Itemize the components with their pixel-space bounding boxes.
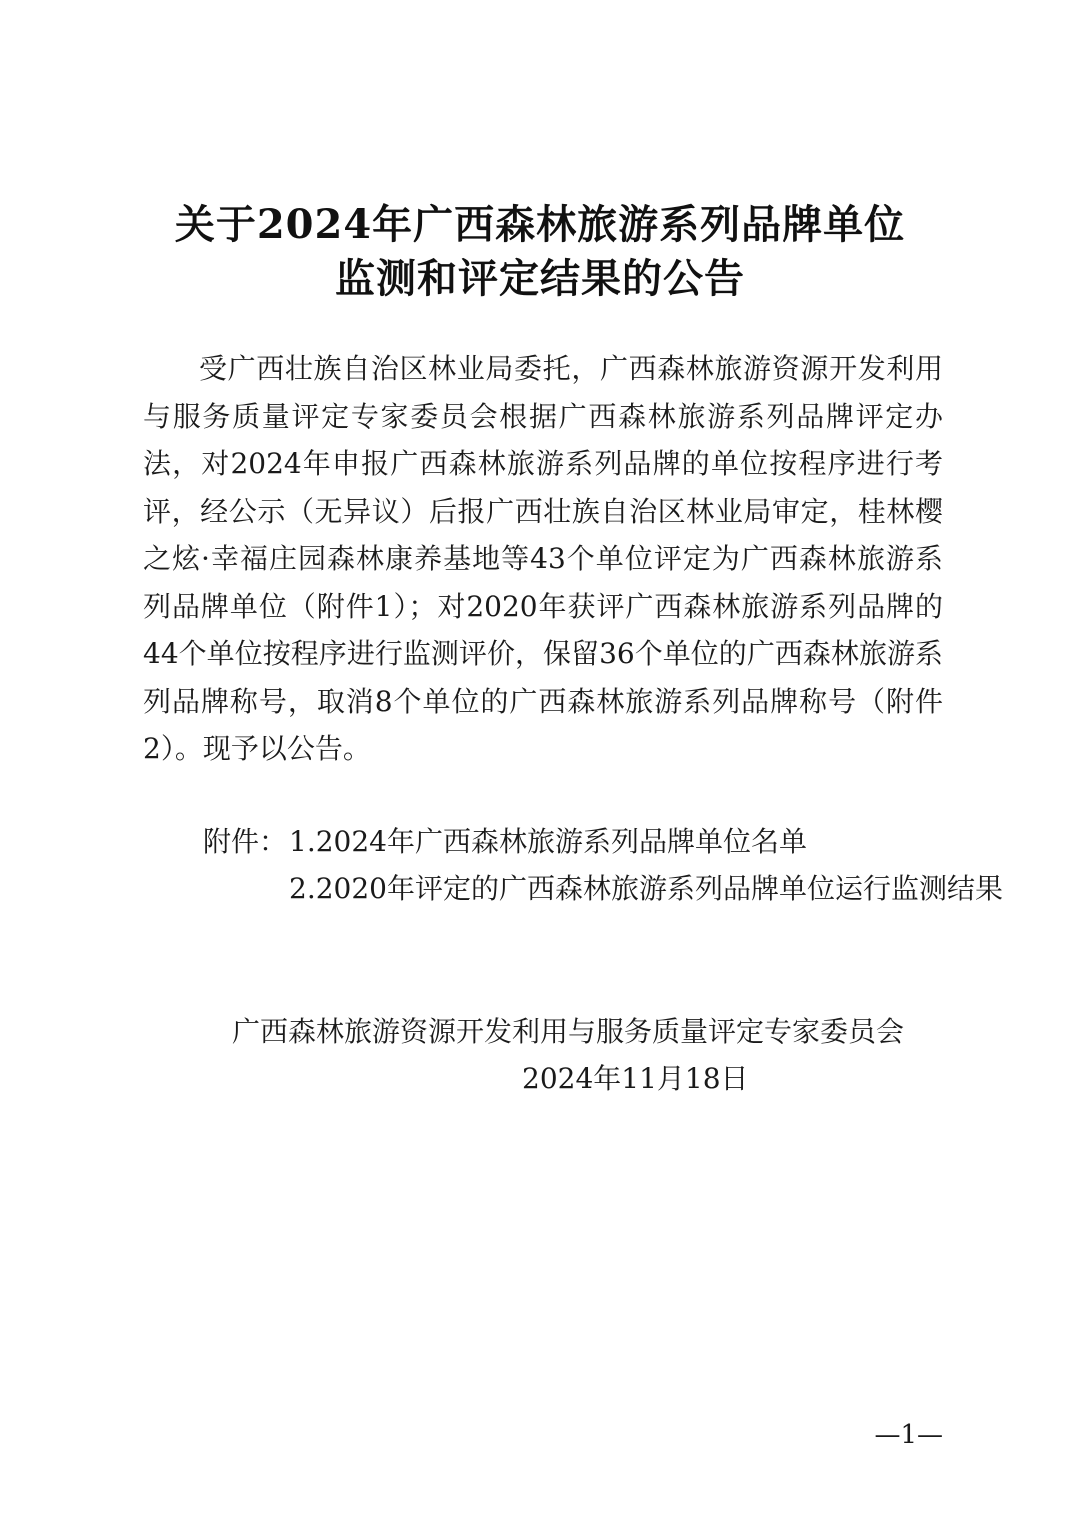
page-number: —1— xyxy=(874,1420,943,1450)
attachment-item-2: 2.2020年评定的广西森林旅游系列品牌单位运行监测结果 xyxy=(289,872,1003,905)
issue-date: 2024年11月18日 xyxy=(522,1062,749,1095)
document-title-line-1: 关于2024年广西森林旅游系列品牌单位 xyxy=(174,201,906,248)
attachments-label: 附件： xyxy=(203,825,288,858)
body-paragraph: 受广西壮族自治区林业局委托，广西森林旅游资源开发利用与服务质量评定专家委员会根据广西森林旅游系列品牌评定办法，对2024年申报广西森林旅游系列品牌的单位按程序进行考评，经公示（无异议）后报广西壮族自治区林业局审定，桂林樱之炫·幸福庄园森林康养基地等43个单位评定为广西森林旅游系列品牌单位（附件1）；对2020年获评广西森林旅游系列品牌的44个单位按程序进行监测评价，保留36个单位的广西森林旅游系列品牌称号，取消8个单位的广西森林旅游系列品牌称号（附件2）。现予以公告。 xyxy=(143,352,943,765)
attachment-item-1: 1.2024年广西森林旅游系列品牌单位名单 xyxy=(289,825,807,858)
document-title-line-2: 监测和评定结果的公告 xyxy=(335,255,745,302)
issuing-organization: 广西森林旅游资源开发利用与服务质量评定专家委员会 xyxy=(232,1015,905,1048)
